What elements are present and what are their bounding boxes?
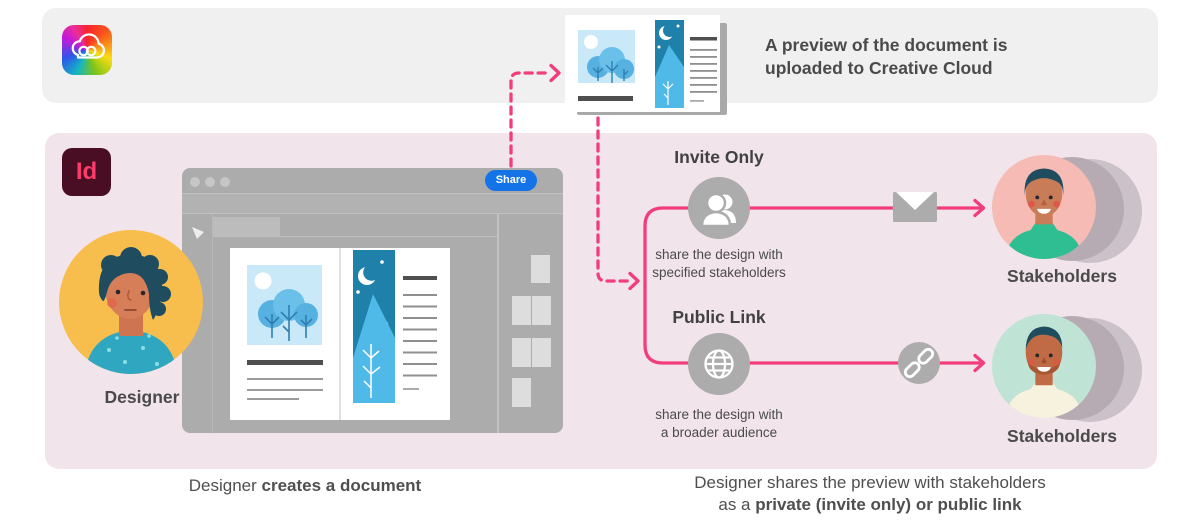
designer-avatar xyxy=(59,230,203,374)
invite-only-description xyxy=(619,246,819,281)
designer-label: Designer xyxy=(104,387,180,407)
indesign-logo-text: Id xyxy=(75,158,98,185)
panel-swatch xyxy=(532,296,551,325)
window-dot-icon xyxy=(190,177,200,187)
caption-right-line1: Designer shares the preview with stakeholders xyxy=(694,473,1046,492)
link-node xyxy=(898,342,940,384)
caption-left-prefix: Designer xyxy=(188,476,262,495)
window-divider xyxy=(182,213,563,214)
invite-only-title: Invite Only xyxy=(674,147,764,167)
document-spread xyxy=(230,248,450,420)
caption-left xyxy=(155,476,455,496)
stakeholders-label-public: Stakeholders xyxy=(1007,426,1117,446)
public-link-description xyxy=(619,406,819,441)
window-dot-icon xyxy=(220,177,230,187)
indesign-logo-icon xyxy=(62,148,111,196)
caption-left-bold: creates a document xyxy=(261,476,422,495)
invite-desc-line2: specified stakeholders xyxy=(652,264,786,280)
panel-swatch xyxy=(512,338,531,367)
stakeholder-avatar-invite xyxy=(992,155,1096,259)
panel-swatch xyxy=(512,378,531,407)
caption-right-line2 xyxy=(670,494,1070,516)
envelope-icon xyxy=(893,192,937,222)
document-preview-graphic xyxy=(565,15,720,112)
right-panel-divider xyxy=(497,214,499,433)
panel-swatch xyxy=(532,338,551,367)
stakeholders-label-invite: Stakeholders xyxy=(1007,266,1117,286)
tab-divider xyxy=(213,236,497,237)
document-preview-card xyxy=(565,15,720,112)
link-icon xyxy=(898,342,940,384)
document-tab xyxy=(213,217,280,236)
stakeholder-avatar-public xyxy=(992,314,1096,418)
panel-swatch xyxy=(531,255,550,283)
caption-right xyxy=(670,472,1070,516)
creative-cloud-logo-icon xyxy=(62,25,112,75)
public-desc-line2: a broader audience xyxy=(660,424,778,440)
public-desc-line1: share the design with xyxy=(655,407,783,422)
invite-only-node xyxy=(688,177,750,239)
people-icon xyxy=(688,177,750,239)
share-button[interactable]: Share xyxy=(485,170,537,191)
upload-description xyxy=(765,34,1125,80)
window-dot-icon xyxy=(205,177,215,187)
caption-right-line2-bold: private (invite only) or public link xyxy=(755,495,1022,514)
panel-swatch xyxy=(512,296,531,325)
cursor-icon xyxy=(192,227,206,241)
upload-description-line1: A preview of the document is xyxy=(765,35,1008,55)
public-link-title: Public Link xyxy=(672,307,766,327)
window-menubar xyxy=(182,194,563,213)
public-link-node xyxy=(688,333,750,395)
caption-right-line2-prefix: as a xyxy=(718,495,756,514)
document-spread-graphic xyxy=(230,248,450,420)
invite-desc-line1: share the design with xyxy=(655,247,783,262)
upload-description-line2: uploaded to Creative Cloud xyxy=(765,58,993,78)
globe-icon xyxy=(688,333,750,395)
